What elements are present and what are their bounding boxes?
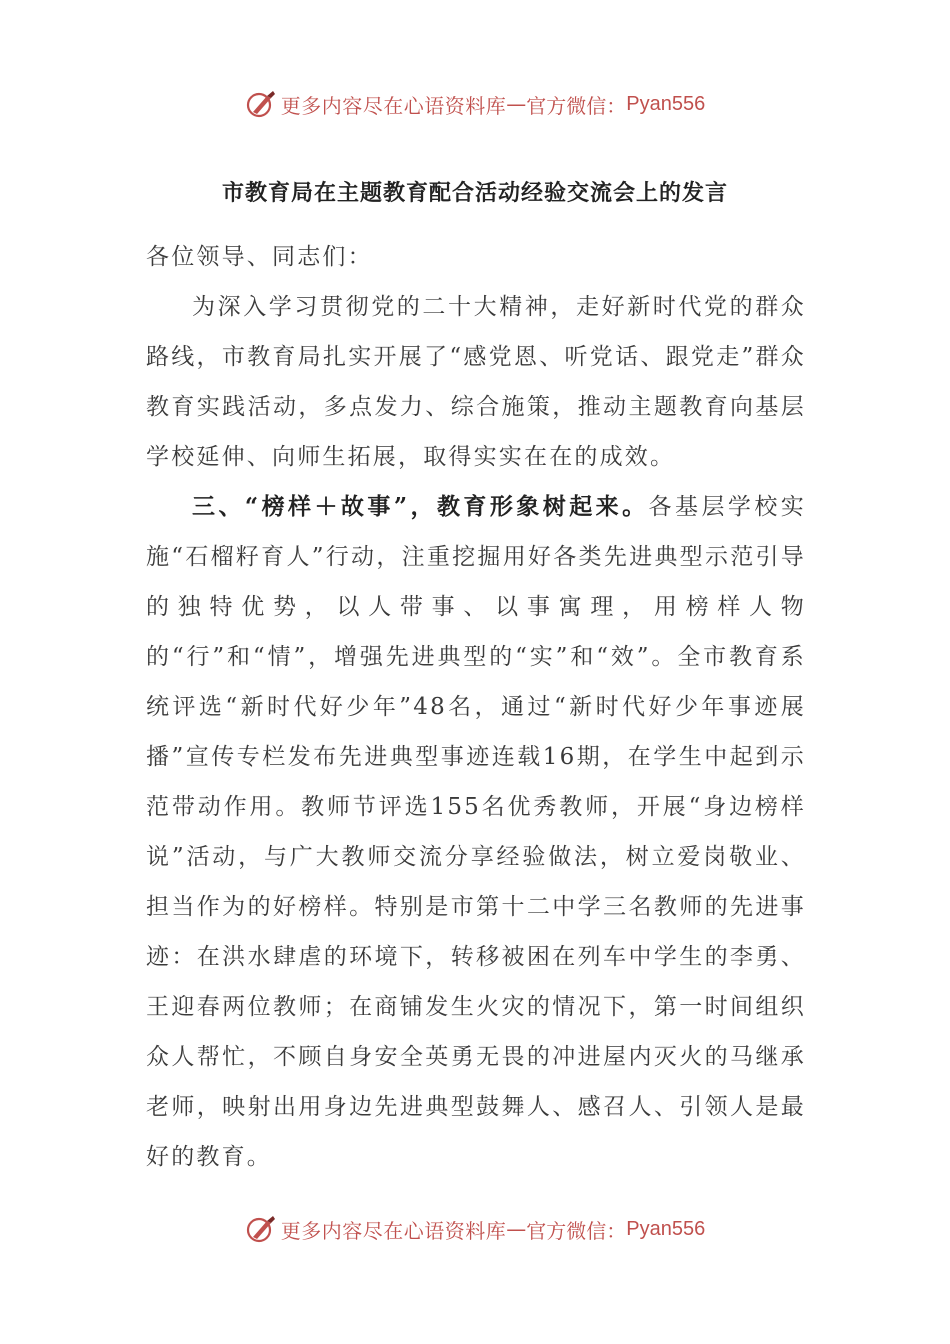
footer-watermark [0,1209,950,1249]
watermark-wechat-id: Pyan556 [626,92,706,115]
section-heading: 三、“榜样＋故事”，教育形象树起来。 [192,493,649,520]
pen-logo-icon [245,88,277,120]
document-title: 市教育局在主题教育配合活动经验交流会上的发言 [221,180,728,206]
document-body [146,232,806,1182]
pen-logo-icon [245,1213,277,1245]
watermark-separator: — [506,92,527,116]
watermark-wechat-id: Pyan556 [626,1217,706,1240]
watermark-wechat-label: 官方微信： [526,93,627,118]
section-paragraph [146,482,806,1182]
watermark-site: 更多内容尽在心语资料库 [280,93,507,118]
header-watermark [0,84,950,124]
watermark-separator: — [506,1217,527,1241]
salutation: 各位领导、同志们： [146,244,373,270]
watermark-wechat-label: 官方微信： [526,1218,627,1243]
watermark-site: 更多内容尽在心语资料库 [280,1218,507,1243]
intro-paragraph: 为深入学习贯彻党的二十大精神，走好新时代党的群众路线，市教育局扎实开展了“感党恩、听党话、跟党走”群众教育实践活动，多点发力、综合施策，推动主题教育向基层学校延伸、向师生拓展，取得实实在在的成效。 [146,294,806,470]
section-body: 各基层学校实施“石榴籽育人”行动，注重挖掘用好各类先进典型示范引导的独特优势，以人带事、以事寓理，用榜样人物的“行”和“情”，增强先进典型的“实”和“效”。全市教育系统评选“新时代好少年”48名，通过“新时代好少年事迹展播”宣传专栏发布先进典型事迹连载16期，在学生中起到示范带动作用。教师节评选155名优秀教师，开展“身边榜样说”活动，与广大教师交流分享经验做法，树立爱岗敬业、担当作为的好榜样。特别是市第十二中学三名教师的先进事迹：在洪水肆虐的环境下，转移被困在列车中学生的李勇、王迎春两位教师；在商铺发生火灾的情况下，第一时间组织众人帮忙，不顾自身安全英勇无畏的冲进屋内灭火的马继承老师，映射出用身边先进典型鼓舞人、感召人、引领人是最好的教育。 [146,494,806,1170]
